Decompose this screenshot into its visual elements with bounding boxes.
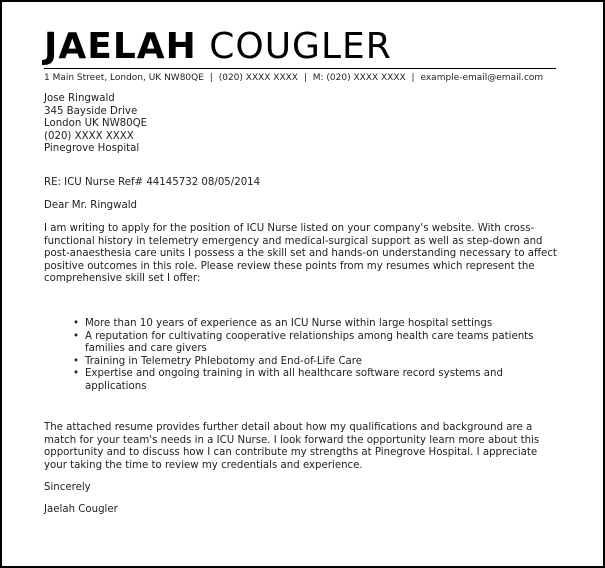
header-divider [44, 68, 556, 69]
contact-mobile: M: (020) XXXX XXXX [312, 73, 406, 83]
skills-list [73, 318, 548, 393]
contact-email: example-email@email.com [420, 73, 544, 83]
last-name: COUGLER [209, 26, 392, 67]
applicant-name-heading [44, 27, 392, 67]
signature-name: Jaelah Cougler [44, 504, 118, 515]
contact-separator: | [411, 73, 415, 83]
recipient-city: London UK NW80QE [44, 118, 148, 129]
first-name: JAELAH [44, 26, 197, 67]
contact-separator: | [209, 73, 213, 83]
sign-off: Sincerely [44, 482, 91, 493]
closing-paragraph: The attached resume provides further detail about how my qualifications and background are a match for your team's needs in a ICU Nurse. I look forward the opportunity learn more about this opportunity and to discuss how I can contribute my strengths at Pinegrove Hospital. I appreciate your taking the time to review my credentials and experience. [44, 422, 540, 471]
contact-phone: (020) XXXX XXXX [218, 73, 298, 83]
reference-line: RE: ICU Nurse Ref# 44145732 08/05/2014 [44, 177, 261, 188]
recipient-organization: Pinegrove Hospital [44, 143, 140, 154]
list-item: • Training in Telemetry Phlebotomy and End-of-Life Care [73, 356, 548, 369]
list-item: • Expertise and ongoing training in with all healthcare software record systems and applications [73, 368, 548, 393]
contact-address: 1 Main Street, London, UK NW80QE [44, 73, 204, 83]
recipient-address [44, 93, 564, 156]
recipient-phone: (020) XXXX XXXX [44, 130, 134, 142]
contact-line [44, 72, 543, 84]
list-item: • More than 10 years of experience as an ICU Nurse within large hospital settings [73, 318, 548, 331]
list-item: • A reputation for cultivating cooperative relationships among health care teams patients families and care givers [73, 331, 548, 356]
recipient-street: 345 Bayside Drive [44, 105, 138, 117]
recipient-name: Jose Ringwald [44, 93, 115, 104]
salutation: Dear Mr. Ringwald [44, 200, 138, 211]
intro-paragraph: I am writing to apply for the position of ICU Nurse listed on your company's website. With cross-functional history in telemetry emergency and medical-surgical support as well as step-down and post-anaesthesia care units I possess a the skill set and hands-on understanding necessary to affect positive outcomes in this role. Please review these points from my resumes which represent the comprehensive skill set I offer: [44, 223, 557, 284]
contact-separator: | [303, 73, 307, 83]
